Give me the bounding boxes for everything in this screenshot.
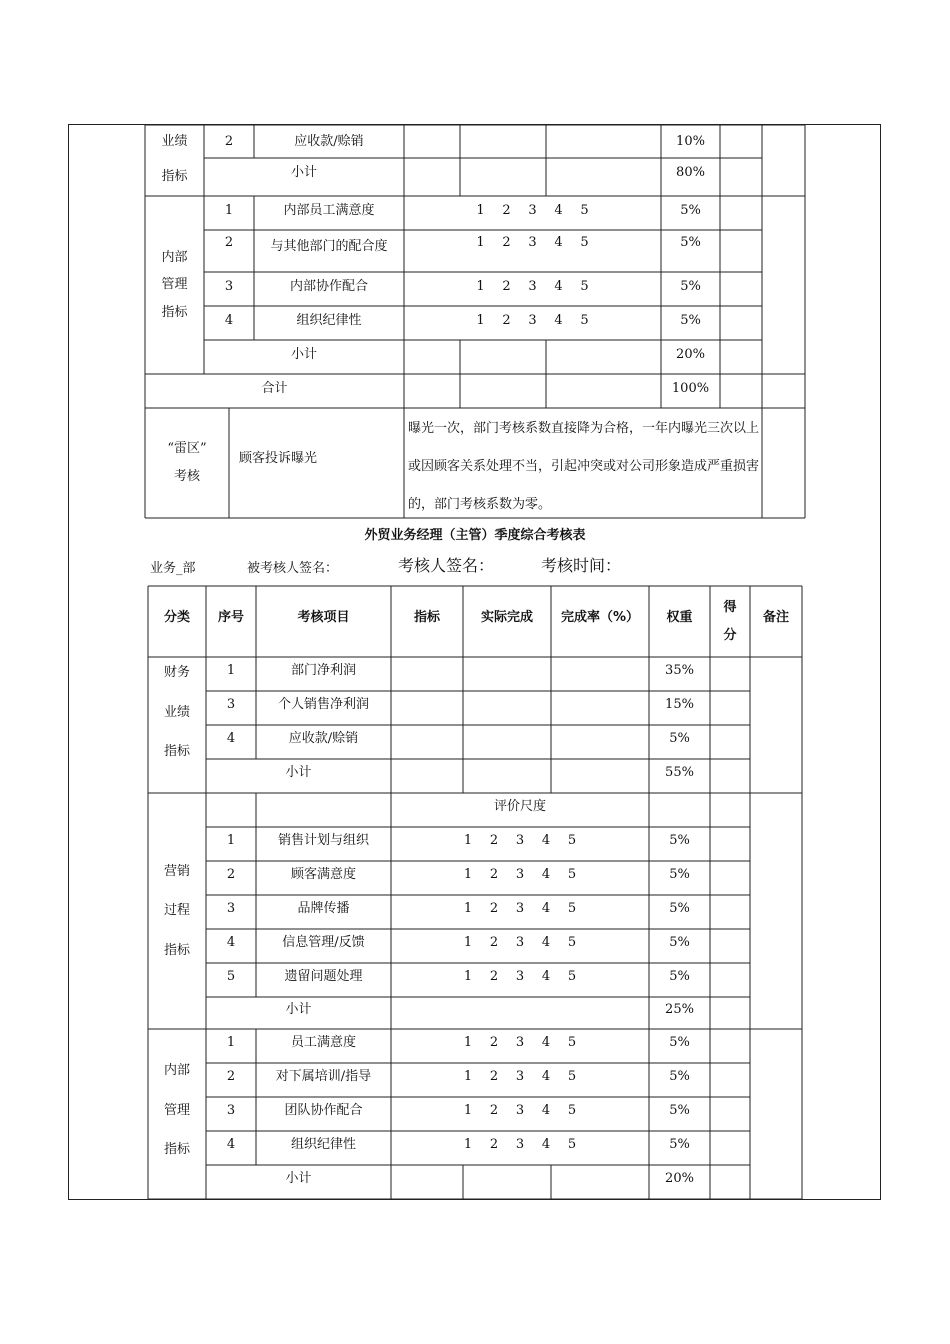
t1-internal-seq: 3 (224, 279, 234, 295)
internal-seq: 3 (226, 1103, 236, 1119)
t1-internal-seq: 1 (224, 203, 234, 219)
t1-internal-seq: 2 (224, 235, 234, 251)
finance-item: 个人销售净利润 (277, 697, 369, 713)
marketing-item: 顾客满意度 (290, 867, 356, 883)
t1-internal-scale: 1 2 3 4 5 (476, 203, 589, 219)
internal-subtotal-weight: 20% (665, 1171, 694, 1187)
t1-total-label: 合计 (261, 381, 288, 397)
internal-item: 团队协作配合 (284, 1103, 363, 1119)
t1-total-weight: 100% (671, 381, 710, 397)
marketing-subtotal-label: 小计 (285, 1002, 312, 1018)
header-item: 考核项目 (297, 610, 350, 626)
marketing-item: 销售计划与组织 (277, 833, 369, 849)
t1-internal-subtotal-weight: 20% (676, 347, 705, 363)
t1-weight: 10% (676, 133, 705, 149)
internal-seq: 2 (226, 1069, 236, 1085)
info-dept: 业务_部 (150, 561, 196, 576)
marketing-subtotal-weight: 25% (665, 1002, 694, 1018)
header-score: 得 分 (723, 599, 737, 643)
marketing-scale-label: 评价尺度 (493, 799, 546, 815)
t1-internal-scale: 1 2 3 4 5 (476, 279, 589, 295)
internal-weight: 5% (669, 1069, 690, 1085)
finance-subtotal-label: 小计 (285, 765, 312, 781)
marketing-weight: 5% (669, 867, 690, 883)
header-weight: 权重 (666, 610, 693, 626)
marketing-scale: 1 2 3 4 5 (463, 901, 577, 917)
internal-subtotal-label: 小计 (285, 1171, 312, 1187)
marketing-weight: 5% (669, 935, 690, 951)
t1-internal-scale: 1 2 3 4 5 (476, 235, 589, 251)
t1-internal-weight: 5% (680, 235, 701, 251)
marketing-weight: 5% (669, 901, 690, 917)
header-seq: 序号 (217, 610, 244, 626)
finance-category: 财务 业绩 指标 (163, 665, 190, 760)
finance-weight: 15% (665, 697, 694, 713)
t1-internal-seq: 4 (224, 313, 234, 329)
header-category: 分类 (163, 610, 190, 626)
t1-internal-category: 内部 管理 指标 (161, 249, 188, 320)
internal-seq: 1 (226, 1035, 236, 1051)
t1-category-top: 业绩 (161, 134, 188, 150)
marketing-item: 信息管理/反馈 (282, 935, 365, 951)
marketing-seq: 2 (226, 867, 236, 883)
marketing-weight: 5% (669, 833, 690, 849)
internal-scale: 1 2 3 4 5 (463, 1103, 577, 1119)
marketing-scale: 1 2 3 4 5 (463, 969, 577, 985)
info-examiner: 考核人签名： (398, 556, 495, 575)
t1-internal-weight: 5% (680, 279, 701, 295)
finance-weight: 35% (665, 663, 694, 679)
info-examinee: 被考核人签名： (247, 561, 339, 576)
marketing-weight: 5% (669, 969, 690, 985)
marketing-scale: 1 2 3 4 5 (463, 833, 577, 849)
finance-weight: 5% (669, 731, 690, 747)
t1-seq: 2 (224, 133, 234, 149)
marketing-scale: 1 2 3 4 5 (463, 935, 577, 951)
header-actual: 实际完成 (480, 610, 533, 626)
t1-internal-item: 组织纪律性 (296, 313, 362, 329)
t1-internal-item: 与其他部门的配合度 (270, 239, 388, 255)
marketing-seq: 1 (226, 833, 236, 849)
internal-seq: 4 (226, 1137, 236, 1153)
t1-internal-weight: 5% (680, 313, 701, 329)
header-remark: 备注 (762, 610, 789, 626)
t1-subtotal-weight: 80% (676, 165, 705, 181)
t1-subtotal-label: 小计 (290, 165, 317, 181)
internal-scale: 1 2 3 4 5 (463, 1035, 577, 1051)
internal-item: 组织纪律性 (290, 1137, 356, 1153)
finance-seq: 4 (226, 731, 236, 747)
t1-internal-item: 内部协作配合 (289, 279, 368, 295)
finance-item: 应收款/赊销 (288, 731, 359, 747)
internal-category: 内部 管理 指标 (163, 1063, 190, 1158)
t1-minefield-category: “雷区” 考核 (167, 441, 207, 484)
info-time: 考核时间： (541, 556, 622, 575)
internal-scale: 1 2 3 4 5 (463, 1069, 577, 1085)
internal-item: 对下属培训/指导 (275, 1069, 372, 1085)
t1-category-bottom: 指标 (161, 169, 188, 185)
marketing-item: 遗留问题处理 (284, 969, 363, 985)
marketing-seq: 4 (226, 935, 236, 951)
finance-item: 部门净利润 (290, 663, 356, 679)
page-title: 外贸业务经理（主管）季度综合考核表 (364, 528, 586, 543)
header-rate: 完成率（%） (560, 610, 640, 626)
internal-weight: 5% (669, 1035, 690, 1051)
header-indicator: 指标 (413, 610, 440, 626)
t1-item: 应收款/赊销 (294, 133, 364, 149)
t1-internal-subtotal-label: 小计 (290, 347, 317, 363)
internal-weight: 5% (669, 1103, 690, 1119)
t1-internal-weight: 5% (680, 203, 701, 219)
marketing-category: 营销 过程 指标 (163, 863, 190, 958)
internal-weight: 5% (669, 1137, 690, 1153)
marketing-scale: 1 2 3 4 5 (463, 867, 577, 883)
t1-minefield-note: 曝光一次，部门考核系数直接降为合格，一年内曝光三次以上或因顾客关系处理不当，引起冲突或对公司形象造成严重损害的，部门考核系数为零。 (408, 421, 760, 512)
marketing-item: 品牌传播 (297, 901, 350, 917)
internal-item: 员工满意度 (290, 1035, 356, 1051)
t1-internal-item: 内部员工满意度 (283, 203, 375, 219)
t1-minefield-item: 顾客投诉曝光 (239, 451, 318, 467)
marketing-seq: 3 (226, 901, 236, 917)
t1-internal-scale: 1 2 3 4 5 (476, 313, 589, 329)
finance-seq: 3 (226, 697, 236, 713)
marketing-seq: 5 (226, 969, 236, 985)
finance-seq: 1 (226, 663, 236, 679)
internal-scale: 1 2 3 4 5 (463, 1137, 577, 1153)
finance-subtotal-weight: 55% (665, 765, 694, 781)
